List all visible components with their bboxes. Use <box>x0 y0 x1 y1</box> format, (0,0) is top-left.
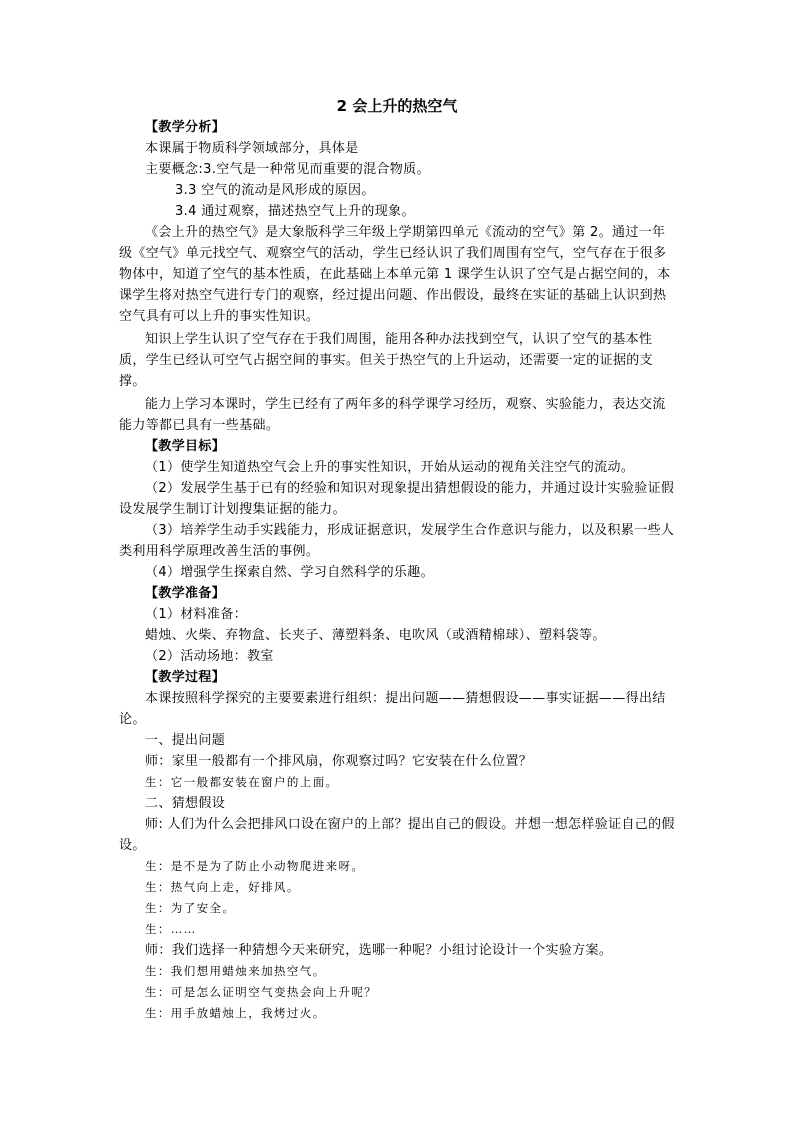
paragraph: 蜡烛、火柴、弃物盒、长夹子、薄塑料条、电吹风（或酒精棉球）、塑料袋等。 <box>145 628 606 643</box>
paragraph: 3.3 空气的流动是风形成的原因。 <box>175 183 375 198</box>
goal-item: （3）培养学生动手实践能力，形成证据意识，发展学生合作意识与能力，以及积累一些人类利用科学原理改善生活的事例。 <box>119 523 675 559</box>
student-line: 生：热气向上走，好排风。 <box>145 880 300 894</box>
page-title: 2 会上升的热空气 <box>336 97 458 115</box>
paragraph: 本课按照科学探究的主要要素进行组织：提出问题——猜想假设——事实证据——得出结论。 <box>119 691 666 727</box>
step-heading: 一、提出问题 <box>145 733 226 748</box>
paragraph: 知识上学生认识了空气存在于我们周围，能用各种办法找到空气，认识了空气的基本性质，学生已经认可空气占据空间的事实。但关于热空气的上升运动，还需要一定的证据的支撑。 <box>119 332 654 389</box>
student-line: 生：为了安全。 <box>145 901 236 915</box>
section-heading-process: 【教学过程】 <box>145 670 226 685</box>
student-line: 生：用手放蜡烛上，我烤过火。 <box>145 1006 326 1020</box>
section-heading-preparation: 【教学准备】 <box>145 586 226 601</box>
step-heading: 二、猜想假设 <box>145 796 226 811</box>
student-line: 生：是不是为了防止小动物爬进来呀。 <box>145 859 365 873</box>
paragraph: 主要概念:3.空气是一种常见而重要的混合物质。 <box>145 162 430 177</box>
teacher-line: 师：我们选择一种猜想今天来研究，选哪一种呢？小组讨论设计一个实验方案。 <box>145 943 613 958</box>
paragraph: （2）活动场地：教室 <box>145 649 274 664</box>
goal-item: （2）发展学生基于已有的经验和知识对现象提出猜想假设的能力，并通过设计实验验证假设发展学生制订计划搜集证据的能力。 <box>119 481 675 517</box>
paragraph: 本课属于物质科学领域部分，具体是 <box>145 141 359 156</box>
teacher-line: 师：家里一般都有一个排风扇，你观察过吗？它安装在什么位置？ <box>145 754 533 769</box>
goal-item: （1）使学生知道热空气会上升的事实性知识，开始从运动的视角关注空气的流动。 <box>145 460 635 475</box>
student-line: 生：我们想用蜡烛来加热空气。 <box>145 964 326 978</box>
student-line: 生：它一般都安装在窗户的上面。 <box>145 775 339 789</box>
paragraph: 3.4 通过观察，描述热空气上升的现象。 <box>175 204 415 219</box>
student-line: 生：可是怎么证明空气变热会向上升呢？ <box>145 985 378 999</box>
paragraph: 能力上学习本课时，学生已经有了两年多的科学课学习经历，观察、实验能力，表达交流能力等都已具有一些基础。 <box>119 397 666 433</box>
student-line: 生：…… <box>145 922 197 936</box>
section-heading-goals: 【教学目标】 <box>145 439 226 454</box>
paragraph: （1）材料准备： <box>145 607 248 622</box>
paragraph: 《会上升的热空气》是大象版科学三年级上学期第四单元《流动的空气》第 2。通过一年级《空气》单元找空气、观察空气的活动，学生已经认识了我们周围有空气，空气存在于很多物体中，知道了空气的基本性质，在此基础上本单元第 1 课学生认识了空气是占据空间的，本课学生将对热空气进行专门的观察，经过提出问题、作出假设，最终在实证的基础上认识到热空气具有可以上升的事实性知识。 <box>119 225 671 324</box>
section-heading-analysis: 【教学分析】 <box>145 120 226 135</box>
goal-item: （4）增强学生探索自然、学习自然科学的乐趣。 <box>145 565 434 580</box>
document-page <box>119 96 675 1024</box>
teacher-line: 师: 人们为什么会把排风口设在窗户的上部？提出自己的假设。并想一想怎样验证自己的假设。 <box>119 817 675 853</box>
